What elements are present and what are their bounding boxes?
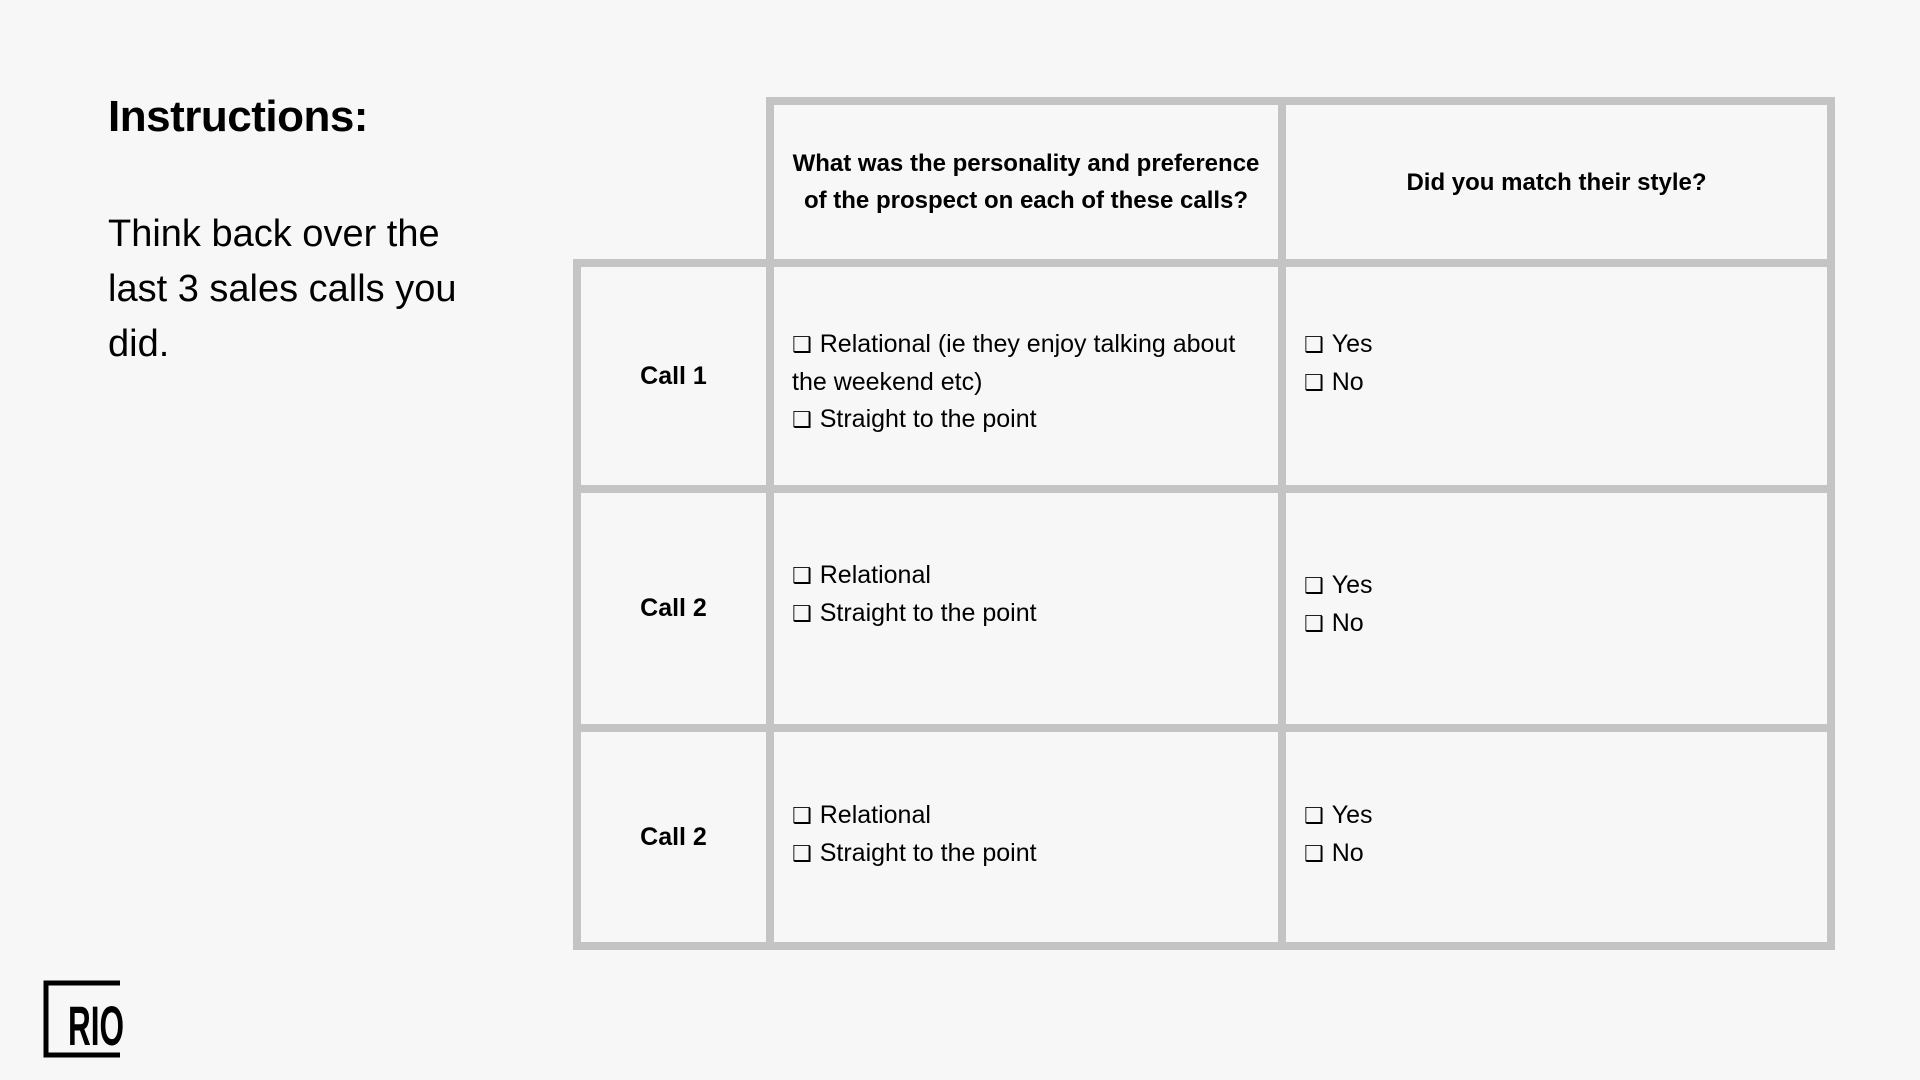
table-border bbox=[1827, 97, 1835, 950]
checkbox-option[interactable]: ❑ Yes bbox=[1304, 567, 1811, 605]
table-border bbox=[766, 97, 774, 950]
checkbox-icon: ❑ bbox=[1304, 842, 1324, 867]
match-options bbox=[1286, 797, 1827, 873]
checkbox-option[interactable]: ❑ Relational bbox=[792, 797, 1262, 835]
checkbox-option[interactable]: ❑ Relational bbox=[792, 557, 1262, 595]
checkbox-option[interactable]: ❑ Straight to the point bbox=[792, 835, 1262, 873]
checkbox-option[interactable]: ❑ Yes bbox=[1304, 326, 1811, 364]
checkbox-icon: ❑ bbox=[1304, 574, 1324, 599]
checkbox-icon: ❑ bbox=[1304, 371, 1324, 396]
logo-text: RIO bbox=[68, 994, 124, 1057]
checkbox-option[interactable]: ❑ Relational (ie they enjoy talking about the weekend etc) bbox=[792, 326, 1262, 401]
table-border bbox=[573, 259, 1835, 267]
match-options bbox=[1286, 326, 1827, 402]
checkbox-option[interactable]: ❑ Yes bbox=[1304, 797, 1811, 835]
match-options bbox=[1286, 567, 1827, 643]
checkbox-icon: ❑ bbox=[792, 602, 812, 627]
personality-options bbox=[774, 557, 1278, 633]
table-border bbox=[766, 97, 1835, 105]
personality-options bbox=[774, 797, 1278, 873]
checkbox-icon: ❑ bbox=[792, 408, 812, 433]
instructions-text: Think back over the last 3 sales calls you did. bbox=[108, 213, 457, 365]
checkbox-icon: ❑ bbox=[792, 333, 812, 358]
checkbox-option[interactable]: ❑ Straight to the point bbox=[792, 401, 1262, 439]
checkbox-option[interactable]: ❑ No bbox=[1304, 364, 1811, 402]
checkbox-icon: ❑ bbox=[792, 804, 812, 829]
checkbox-option[interactable]: ❑ No bbox=[1304, 605, 1811, 643]
checkbox-icon: ❑ bbox=[1304, 804, 1324, 829]
checkbox-option[interactable]: ❑ Straight to the point bbox=[792, 595, 1262, 633]
table-border bbox=[573, 942, 1835, 950]
row-label-call-3: Call 2 bbox=[640, 822, 707, 851]
table-border bbox=[1278, 97, 1286, 950]
row-label-call-1: Call 1 bbox=[640, 361, 707, 390]
table-border bbox=[573, 485, 1835, 493]
instructions-heading: Instructions: bbox=[108, 92, 368, 141]
checkbox-icon: ❑ bbox=[792, 842, 812, 867]
table-border bbox=[573, 259, 581, 950]
checkbox-option[interactable]: ❑ No bbox=[1304, 835, 1811, 873]
row-label-call-2: Call 2 bbox=[640, 594, 707, 622]
checkbox-icon: ❑ bbox=[1304, 333, 1324, 358]
column-header-personality: What was the personality and preference of the prospect on each of these calls? bbox=[792, 150, 1260, 214]
rio-logo-icon bbox=[44, 981, 130, 1057]
checkbox-icon: ❑ bbox=[1304, 612, 1324, 637]
column-header-match: Did you match their style? bbox=[1406, 168, 1707, 196]
table-border bbox=[573, 724, 1835, 732]
checkbox-icon: ❑ bbox=[792, 564, 812, 589]
personality-options bbox=[774, 326, 1278, 439]
